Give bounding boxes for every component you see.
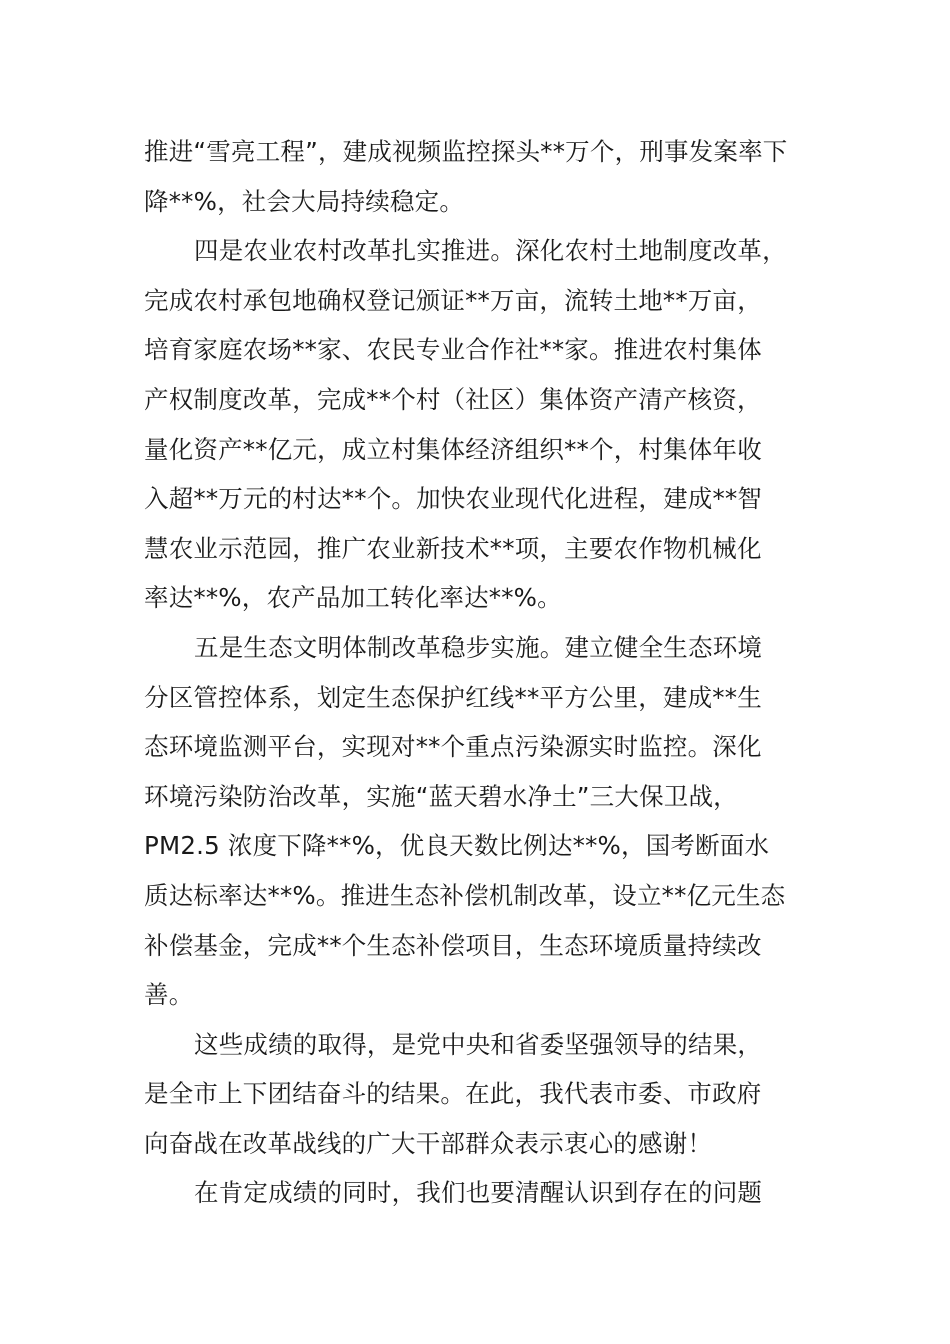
text-line: 分区管控体系，划定生态保护红线**平方公里，建成**生: [144, 682, 762, 712]
text-line: 慧农业示范园，推广农业新技术**项，主要农作物机械化: [144, 533, 762, 563]
text-line: 完成农村承包地确权登记颁证**万亩，流转土地**万亩，: [144, 285, 762, 315]
text-line: 环境污染防治改革，实施“蓝天碧水净土”三大保卫战，: [144, 781, 738, 811]
text-line: 产权制度改革，完成**个村（社区）集体资产清产核资，: [144, 384, 762, 414]
text-line: 培育家庭农场**家、农民专业合作社**家。推进农村集体: [144, 335, 762, 365]
text-line: 是全市上下团结奋斗的结果。在此，我代表市委、市政府: [144, 1079, 762, 1109]
text-line: 补偿基金，完成**个生态补偿项目，生态环境质量持续改: [144, 930, 762, 960]
text-line: PM2.5 浓度下降**%，优良天数比例达**%，国考断面水: [144, 831, 770, 861]
paragraph-start-line: 五是生态文明体制改革稳步实施。建立健全生态环境: [194, 632, 763, 662]
text-line: 质达标率达**%。推进生态补偿机制改革，设立**亿元生态: [144, 880, 786, 910]
text-line: 推进“雪亮工程”，建成视频监控探头**万个，刑事发案率下: [144, 137, 788, 166]
paragraph-start-line: 在肯定成绩的同时，我们也要清醒认识到存在的问题: [194, 1178, 763, 1208]
paragraph-start-line: 四是农业农村改革扎实推进。深化农村土地制度改革，: [194, 236, 787, 266]
text-line: 态环境监测平台，实现对**个重点污染源实时监控。深化: [144, 732, 762, 762]
paragraph-start-line: 这些成绩的取得，是党中央和省委坚强领导的结果，: [194, 1029, 763, 1059]
text-line: 向奋战在改革战线的广大干部群众表示衷心的感谢！: [144, 1128, 713, 1158]
text-line: 善。: [144, 980, 194, 1010]
document-body: [144, 127, 844, 1218]
text-line: 入超**万元的村达**个。加快农业现代化进程，建成**智: [144, 484, 763, 514]
text-line: 量化资产**亿元，成立村集体经济组织**个，村集体年收: [144, 434, 762, 464]
text-line: 率达**%，农产品加工转化率达**%。: [144, 583, 562, 613]
text-line: 降**%，社会大局持续稳定。: [144, 186, 465, 216]
